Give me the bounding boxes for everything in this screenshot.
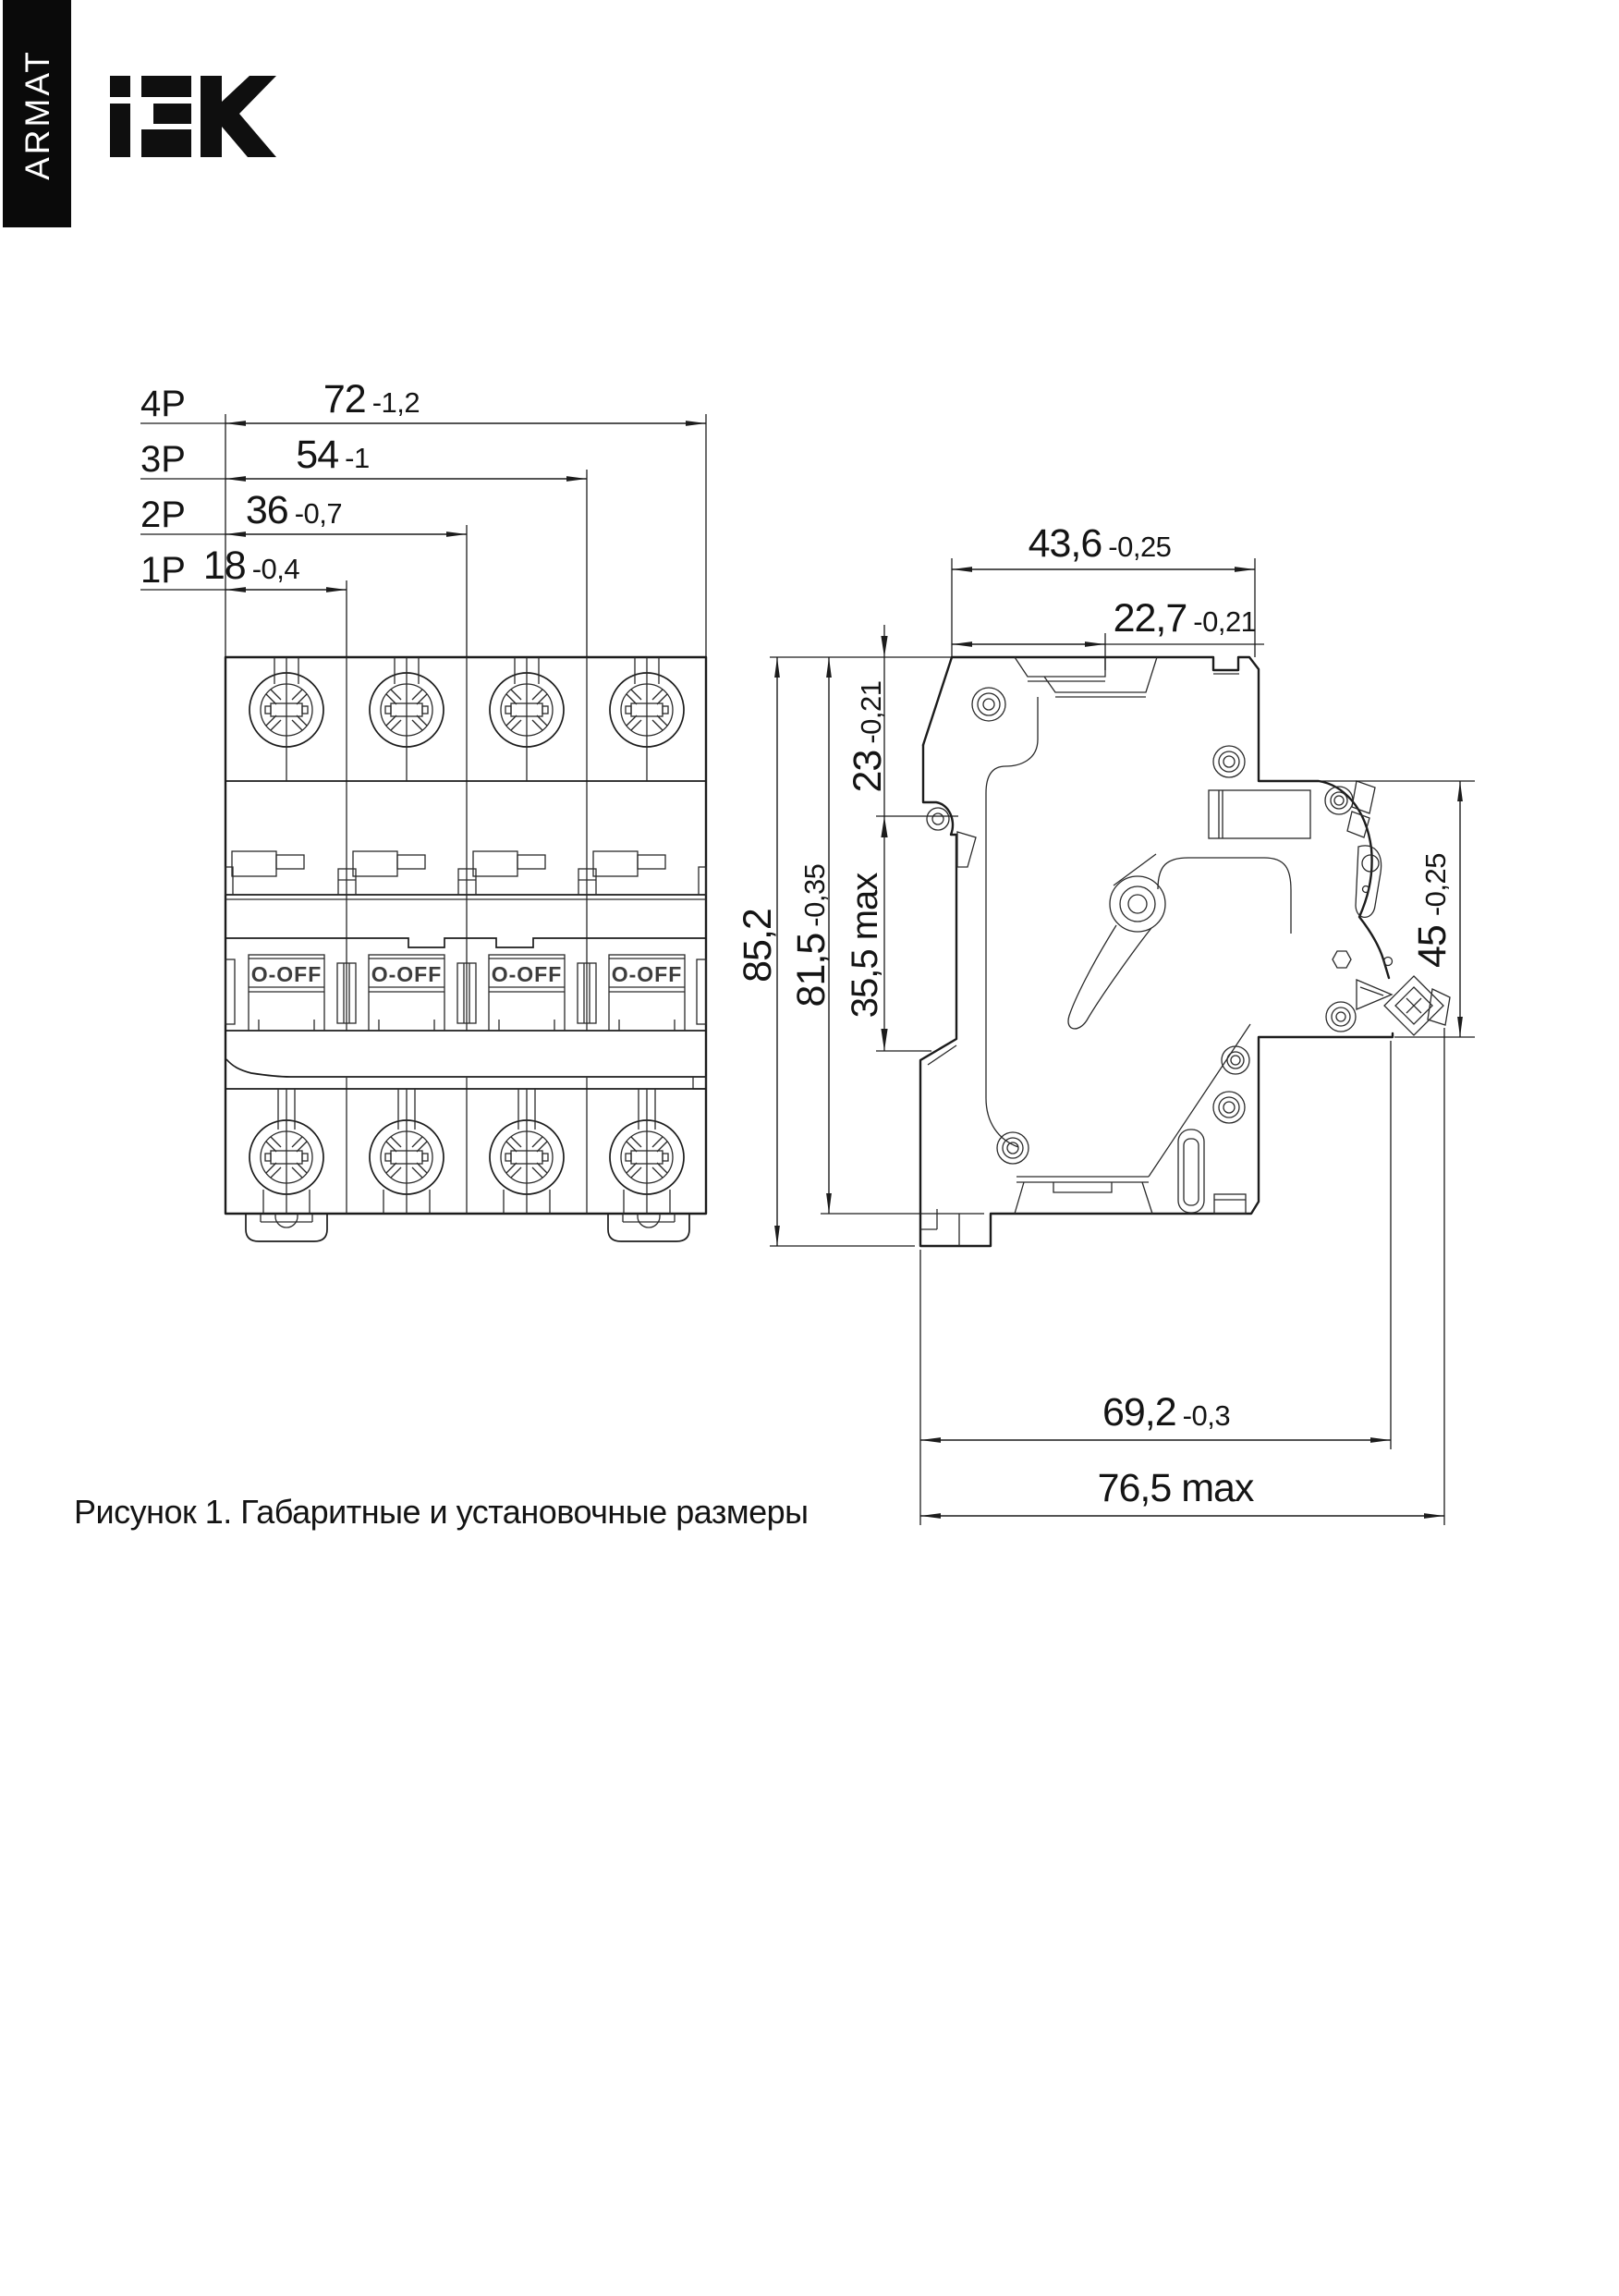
dim-2p-36 [140,488,467,535]
dim-3p-54 [140,433,587,480]
din-latch-detail [920,1209,959,1246]
toggle-tip [1347,781,1375,837]
armat-sidebar-label: ARMAT [18,49,56,180]
handle-label-2: O-OFF [371,962,443,986]
top-terminal-funnel [1015,657,1157,697]
pedestal [1015,1177,1152,1214]
side-view [920,521,1475,1525]
din-rail-tabs [246,1214,689,1241]
front-view [225,657,706,1241]
toggle-latch-piece [1356,846,1382,917]
iek-logo-e-mid [153,104,191,124]
iek-logo [110,76,276,157]
iek-logo-k-arms [222,76,276,157]
dim-45-text: 45-0,25 [1410,852,1455,969]
handle-label-1: O-OFF [250,962,323,986]
pivot-teardrop [1068,925,1151,1029]
dim-765-text: 76,5 max [1097,1466,1254,1510]
dim-692-text: 69,2 -0,3 [1102,1390,1231,1435]
bezel-notched-line [225,938,706,947]
brand-header [3,0,276,227]
divider-clips [225,867,706,895]
side-terminal-screw [1384,976,1450,1035]
tie-bar-bottom [226,1059,706,1077]
figure-caption: Рисунок 1. Габаритные и установочные размеры [74,1493,809,1531]
dim-227-text: 22,7 -0,21 [1113,596,1257,641]
dim-1p-18 [140,543,347,591]
dim-4p-text: 72 -1,2 [323,377,420,421]
handle-label-3: O-OFF [491,962,563,986]
iek-logo-k-stem [201,76,222,157]
vent-tab-row [225,851,706,895]
arc-chamber [1158,858,1291,934]
dim-81-text: 81,5-0,35 [789,863,834,1008]
iek-logo-i-dot [110,76,130,97]
side-outline-upper [923,657,1389,978]
dim-355-text: 35,5 max [845,873,885,1019]
side-outline-lower [920,745,1393,1246]
handle-row [225,955,706,1031]
iek-logo-i-stem [110,104,130,157]
front-pole-dimensions [140,377,706,657]
dim-1p-text: 18 -0,4 [202,543,300,588]
dim-85-text: 85,2 [736,909,780,983]
pole-label-1p: 1P [140,550,186,591]
side-dimensions [920,521,1475,1525]
tie-bar-end-step [693,1077,706,1089]
side-interior [920,657,1450,1246]
hex-hole [1333,951,1351,968]
pole-label-4p: 4P [140,384,186,424]
inner-wall [986,697,1038,1147]
dim-3p-text: 54 -1 [296,433,370,477]
handle-label-4: O-OFF [611,962,683,986]
iek-logo-e-bottom [141,129,191,157]
front-body-outline [225,657,706,1214]
iek-logo-e-top [141,76,191,97]
dim-436-text: 43,6 -0,25 [1028,521,1172,566]
latch-window [1209,790,1310,838]
din-claw-tooth [957,832,976,867]
pole-label-2p: 2P [140,495,186,535]
pole-label-3p: 3P [140,439,186,480]
height-dimensions [736,625,984,1246]
clamp-wedge [1357,980,1392,1009]
dim-23-text: 23-0,21 [846,680,890,793]
dim-2p-text: 36 -0,7 [245,488,343,532]
